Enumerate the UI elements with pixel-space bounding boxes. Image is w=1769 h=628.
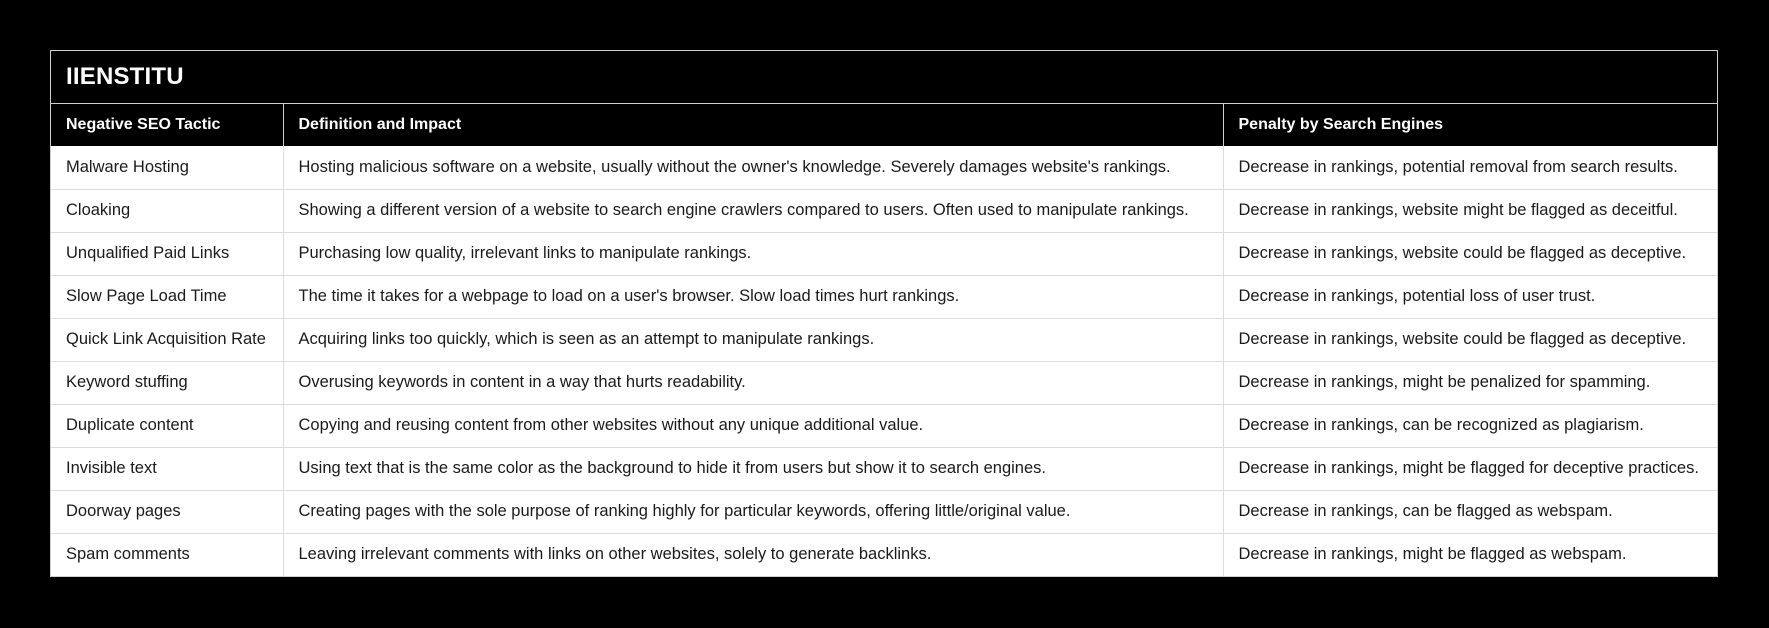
table-row — [51, 404, 1717, 447]
cell-penalty: Decrease in rankings, website might be flagged as deceitful. — [1223, 189, 1717, 232]
cell-tactic: Slow Page Load Time — [51, 275, 283, 318]
cell-tactic: Spam comments — [51, 533, 283, 576]
cell-tactic: Cloaking — [51, 189, 283, 232]
seo-tactics-table — [50, 50, 1718, 577]
cell-penalty: Decrease in rankings, potential loss of user trust. — [1223, 275, 1717, 318]
cell-tactic: Quick Link Acquisition Rate — [51, 318, 283, 361]
cell-definition: Creating pages with the sole purpose of ranking highly for particular keywords, offering little/original value. — [283, 490, 1223, 533]
header-row — [51, 104, 1717, 146]
table-row — [51, 146, 1717, 189]
cell-tactic: Unqualified Paid Links — [51, 232, 283, 275]
table-body — [51, 146, 1717, 576]
table-row — [51, 361, 1717, 404]
table-row — [51, 189, 1717, 232]
column-header-penalty: Penalty by Search Engines — [1223, 104, 1717, 146]
cell-definition: Hosting malicious software on a website, usually without the owner's knowledge. Severely damages website's rankings. — [283, 146, 1223, 189]
cell-penalty: Decrease in rankings, can be flagged as webspam. — [1223, 490, 1717, 533]
cell-definition: Acquiring links too quickly, which is seen as an attempt to manipulate rankings. — [283, 318, 1223, 361]
cell-penalty: Decrease in rankings, can be recognized as plagiarism. — [1223, 404, 1717, 447]
cell-penalty: Decrease in rankings, might be flagged for deceptive practices. — [1223, 447, 1717, 490]
cell-definition: Using text that is the same color as the background to hide it from users but show it to search engines. — [283, 447, 1223, 490]
column-header-tactic: Negative SEO Tactic — [51, 104, 283, 146]
cell-tactic: Invisible text — [51, 447, 283, 490]
cell-definition: Showing a different version of a website to search engine crawlers compared to users. Often used to manipulate rankings. — [283, 189, 1223, 232]
cell-definition: Purchasing low quality, irrelevant links to manipulate rankings. — [283, 232, 1223, 275]
cell-penalty: Decrease in rankings, website could be flagged as deceptive. — [1223, 318, 1717, 361]
cell-tactic: Doorway pages — [51, 490, 283, 533]
cell-penalty: Decrease in rankings, website could be flagged as deceptive. — [1223, 232, 1717, 275]
table-header — [51, 104, 1717, 146]
cell-penalty: Decrease in rankings, might be penalized for spamming. — [1223, 361, 1717, 404]
cell-penalty: Decrease in rankings, might be flagged as webspam. — [1223, 533, 1717, 576]
table-row — [51, 232, 1717, 275]
cell-definition: Leaving irrelevant comments with links on other websites, solely to generate backlinks. — [283, 533, 1223, 576]
cell-penalty: Decrease in rankings, potential removal from search results. — [1223, 146, 1717, 189]
cell-tactic: Duplicate content — [51, 404, 283, 447]
column-header-definition: Definition and Impact — [283, 104, 1223, 146]
table-row — [51, 490, 1717, 533]
table-row — [51, 447, 1717, 490]
data-table — [51, 104, 1717, 576]
cell-definition: Copying and reusing content from other websites without any unique additional value. — [283, 404, 1223, 447]
cell-tactic: Keyword stuffing — [51, 361, 283, 404]
table-row — [51, 533, 1717, 576]
cell-definition: Overusing keywords in content in a way that hurts readability. — [283, 361, 1223, 404]
cell-tactic: Malware Hosting — [51, 146, 283, 189]
table-row — [51, 275, 1717, 318]
table-row — [51, 318, 1717, 361]
cell-definition: The time it takes for a webpage to load on a user's browser. Slow load times hurt rankings. — [283, 275, 1223, 318]
table-title: IIENSTITU — [51, 51, 1717, 104]
